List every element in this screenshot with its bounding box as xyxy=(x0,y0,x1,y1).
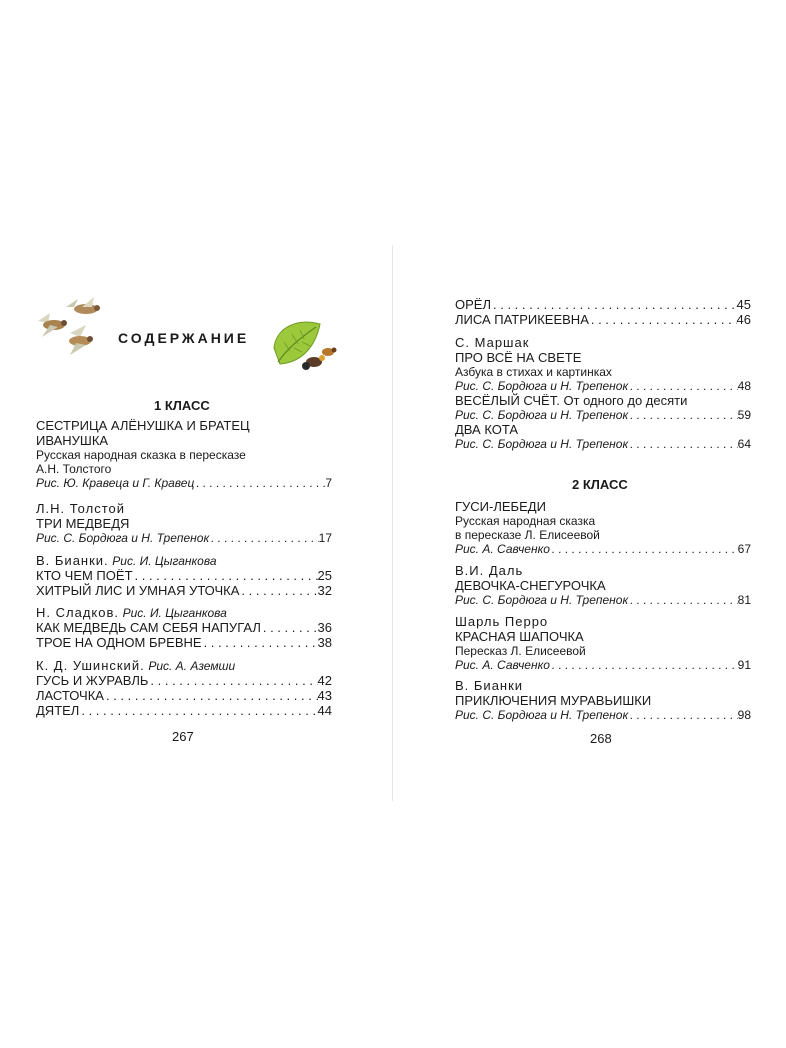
toc-line xyxy=(455,593,751,607)
toc-line xyxy=(455,408,751,422)
page-ref: 91 xyxy=(737,658,751,672)
entry-title: ВЕСЁЛЫЙ СЧЁТ. xyxy=(455,393,560,408)
entry-subtitle: в пересказе Л. Елисеевой xyxy=(455,528,600,542)
dot-leader xyxy=(628,408,738,422)
toc-line xyxy=(36,476,332,490)
toc-entry xyxy=(455,678,751,722)
page-ref: 25 xyxy=(317,568,332,583)
page-ref: 48 xyxy=(737,379,751,393)
page-ref: 36 xyxy=(317,620,332,635)
entry-title: КАК МЕДВЕДЬ САМ СЕБЯ НАПУГАЛ xyxy=(36,620,261,635)
author: Шарль Перро xyxy=(455,614,549,629)
dot-leader xyxy=(79,703,317,718)
toc-entry xyxy=(36,418,332,490)
illustrator: Рис. Ю. Кравеца и Г. Кравец xyxy=(36,476,195,490)
author: Н. Сладков. xyxy=(36,605,119,620)
bird-icon xyxy=(66,297,100,314)
toc-entry xyxy=(36,605,332,650)
toc-line xyxy=(455,542,751,556)
toc-line xyxy=(455,708,751,722)
entry-title: ГУСЬ И ЖУРАВЛЬ xyxy=(36,673,149,688)
illustrator: Рис. А. Савченко xyxy=(455,658,550,672)
page-ref: 43 xyxy=(317,688,332,703)
page-number: 267 xyxy=(172,729,194,744)
dot-leader xyxy=(589,312,737,327)
dot-leader xyxy=(261,620,318,635)
illustrator: Рис. С. Бордюга и Н. Трепенок xyxy=(455,379,629,393)
page-ref: 38 xyxy=(317,635,332,650)
bird-icon xyxy=(69,325,93,355)
dot-leader xyxy=(104,688,318,703)
author: С. Маршак xyxy=(455,335,530,350)
toc-line xyxy=(36,531,332,545)
page-ref: 46 xyxy=(736,312,751,327)
entry-title: ОРЁЛ xyxy=(455,297,491,312)
toc-entry xyxy=(455,614,751,672)
entry-title: ДВА КОТА xyxy=(455,422,519,437)
toc-line xyxy=(455,312,751,327)
author: К. Д. Ушинский. xyxy=(36,658,145,673)
entry-title: ПРИКЛЮЧЕНИЯ МУРАВЬИШКИ xyxy=(455,693,652,708)
entry-title: КТО ЧЕМ ПОЁТ xyxy=(36,568,133,583)
dot-leader xyxy=(491,297,737,312)
toc-line xyxy=(455,658,751,672)
illustrator: Рис. И. Цыганкова xyxy=(112,554,217,568)
entry-title: ИВАНУШКА xyxy=(36,433,109,448)
toc-entry xyxy=(455,297,751,327)
dot-leader xyxy=(202,635,318,650)
page-ref: 32 xyxy=(317,583,332,598)
dot-leader xyxy=(550,542,738,556)
author: Л.Н. Толстой xyxy=(36,501,126,516)
illustrator: Рис. С. Бордюга и Н. Трепенок xyxy=(455,408,629,422)
page-ref: 42 xyxy=(317,673,332,688)
entry-title: ДЯТЕЛ xyxy=(36,703,80,718)
toc-line xyxy=(36,620,332,635)
bird-icon xyxy=(38,313,67,337)
bug-icon xyxy=(322,348,337,357)
author: В.И. Даль xyxy=(455,563,524,578)
entry-subtitle: А.Н. Толстого xyxy=(36,462,112,476)
toc-line xyxy=(36,688,332,703)
page-ref: 45 xyxy=(736,297,751,312)
page-ref: 98 xyxy=(737,708,751,722)
toc-line xyxy=(36,583,332,598)
dot-leader xyxy=(239,583,317,598)
entry-title: ЛИСА ПАТРИКЕЕВНА xyxy=(455,312,589,327)
entry-title: ТРОЕ НА ОДНОМ БРЕВНЕ xyxy=(36,635,202,650)
entry-title: ЛАСТОЧКА xyxy=(36,688,104,703)
bug-icon xyxy=(302,355,325,370)
entry-title: ПРО ВСЁ НА СВЕТЕ xyxy=(455,350,582,365)
class-title-1: 1 КЛАСС xyxy=(154,398,210,413)
dot-leader xyxy=(194,476,325,490)
illustrator: Рис. А. Аземши xyxy=(148,659,236,673)
page-ref: 67 xyxy=(737,542,751,556)
entry-title: ТРИ МЕДВЕДЯ xyxy=(36,516,130,531)
toc-line xyxy=(36,568,332,583)
toc-line xyxy=(455,297,751,312)
dot-leader xyxy=(628,593,738,607)
book-gutter xyxy=(392,245,393,801)
illustrator: Рис. С. Бордюга и Н. Трепенок xyxy=(455,708,629,722)
toc-line xyxy=(455,437,751,451)
illustrator: Рис. С. Бордюга и Н. Трепенок xyxy=(455,593,629,607)
entry-title: ХИТРЫЙ ЛИС И УМНАЯ УТОЧКА xyxy=(36,583,240,598)
toc-line xyxy=(455,379,751,393)
entry-title: ГУСИ-ЛЕБЕДИ xyxy=(455,499,546,514)
dot-leader xyxy=(628,379,738,393)
toc-entry xyxy=(36,501,332,545)
toc-entry xyxy=(455,563,751,607)
dot-leader xyxy=(628,437,738,451)
illustrator: Рис. С. Бордюга и Н. Трепенок xyxy=(455,437,629,451)
page-ref: 64 xyxy=(737,437,751,451)
class-title-2: 2 КЛАСС xyxy=(572,477,628,492)
flying-birds-illustration xyxy=(36,295,106,357)
dot-leader xyxy=(628,708,738,722)
page-heading: СОДЕРЖАНИЕ xyxy=(118,330,250,346)
dot-leader xyxy=(209,531,319,545)
entry-subtitle: Пересказ Л. Елисеевой xyxy=(455,644,586,658)
page-ref: 7 xyxy=(325,476,332,490)
dot-leader xyxy=(148,673,317,688)
entry-title: СЕСТРИЦА АЛЁНУШКА И БРАТЕЦ xyxy=(36,418,250,433)
page-ref: 17 xyxy=(318,531,332,545)
toc-line xyxy=(36,703,332,718)
illustrator: Рис. С. Бордюга и Н. Трепенок xyxy=(36,531,210,545)
toc-line xyxy=(36,635,332,650)
entry-subtitle: От одного до десяти xyxy=(563,393,688,408)
illustrator: Рис. А. Савченко xyxy=(455,542,550,556)
dot-leader xyxy=(550,658,738,672)
toc-entry xyxy=(36,553,332,598)
page-ref: 81 xyxy=(737,593,751,607)
illustrator: Рис. И. Цыганкова xyxy=(122,606,227,620)
toc-entry xyxy=(36,658,332,718)
entry-title: ДЕВОЧКА-СНЕГУРОЧКА xyxy=(455,578,606,593)
entry-subtitle: Азбука в стихах и картинках xyxy=(455,365,612,379)
dot-leader xyxy=(133,568,318,583)
toc-entry xyxy=(455,499,751,556)
leaf-with-bugs-illustration xyxy=(270,318,340,374)
entry-subtitle: Русская народная сказка в пересказе xyxy=(36,448,246,462)
page-ref: 44 xyxy=(317,703,332,718)
page-ref: 59 xyxy=(737,408,751,422)
toc-line xyxy=(36,673,332,688)
toc-entry xyxy=(455,335,751,451)
author: В. Бианки xyxy=(455,678,524,693)
entry-title: КРАСНАЯ ШАПОЧКА xyxy=(455,629,584,644)
entry-subtitle: Русская народная сказка xyxy=(455,514,596,528)
page-number: 268 xyxy=(590,731,612,746)
author: В. Бианки. xyxy=(36,553,109,568)
